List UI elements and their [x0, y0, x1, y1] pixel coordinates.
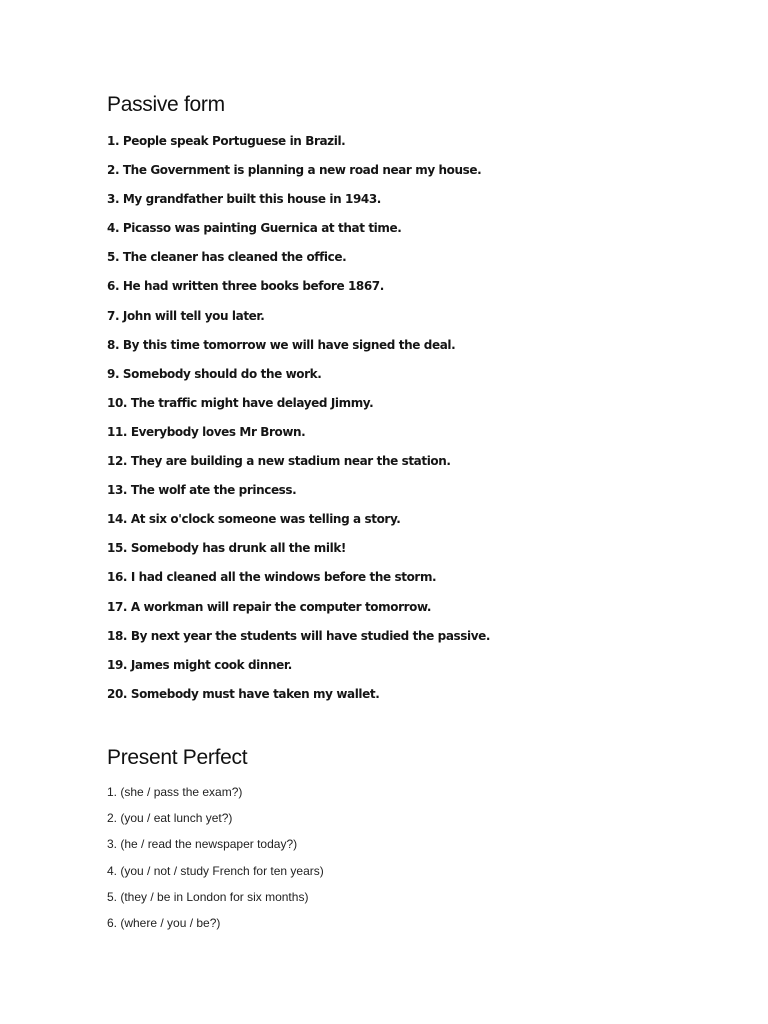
- exercise-item: 5. (they / be in London for six months): [107, 889, 309, 904]
- exercise-item: 4. Picasso was painting Guernica at that time.: [107, 221, 402, 236]
- exercise-item: 5. The cleaner has cleaned the office.: [107, 250, 347, 265]
- exercise-item: 6. He had written three books before 1867.: [107, 279, 384, 294]
- passive-form-exercise-list: [107, 132, 490, 714]
- exercise-item: 14. At six o'clock someone was telling a story.: [107, 512, 401, 527]
- exercise-item: 8. By this time tomorrow we will have signed the deal.: [107, 337, 456, 352]
- exercise-item: 9. Somebody should do the work.: [107, 366, 322, 381]
- exercise-item: 10. The traffic might have delayed Jimmy.: [107, 395, 374, 410]
- exercise-item: 7. John will tell you later.: [107, 308, 265, 323]
- exercise-item: 12. They are building a new stadium near the station.: [107, 454, 451, 469]
- section-heading-present-perfect: Present Perfect: [107, 746, 248, 769]
- exercise-item: 18. By next year the students will have studied the passive.: [107, 628, 491, 643]
- present-perfect-exercise-list: [107, 783, 324, 940]
- exercise-item: 17. A workman will repair the computer tomorrow.: [107, 599, 432, 614]
- exercise-item: 11. Everybody loves Mr Brown.: [107, 424, 306, 439]
- exercise-item: 2. The Government is planning a new road near my house.: [107, 163, 482, 178]
- exercise-item: 19. James might cook dinner.: [107, 657, 292, 672]
- exercise-item: 2. (you / eat lunch yet?): [107, 811, 233, 826]
- exercise-item: 16. I had cleaned all the windows before the storm.: [107, 570, 437, 585]
- exercise-item: 20. Somebody must have taken my wallet.: [107, 686, 380, 701]
- exercise-item: 15. Somebody has drunk all the milk!: [107, 541, 346, 556]
- exercise-item: 1. (she / pass the exam?): [107, 785, 243, 799]
- exercise-item: 3. My grandfather built this house in 1943.: [107, 192, 381, 207]
- section-heading-passive-form: Passive form: [107, 93, 225, 116]
- exercise-item: 6. (where / you / be?): [107, 915, 221, 930]
- exercise-item: 4. (you / not / study French for ten years): [107, 863, 324, 878]
- exercise-item: 13. The wolf ate the princess.: [107, 483, 297, 498]
- exercise-item: 1. People speak Portuguese in Brazil.: [107, 134, 346, 148]
- exercise-item: 3. (he / read the newspaper today?): [107, 837, 298, 852]
